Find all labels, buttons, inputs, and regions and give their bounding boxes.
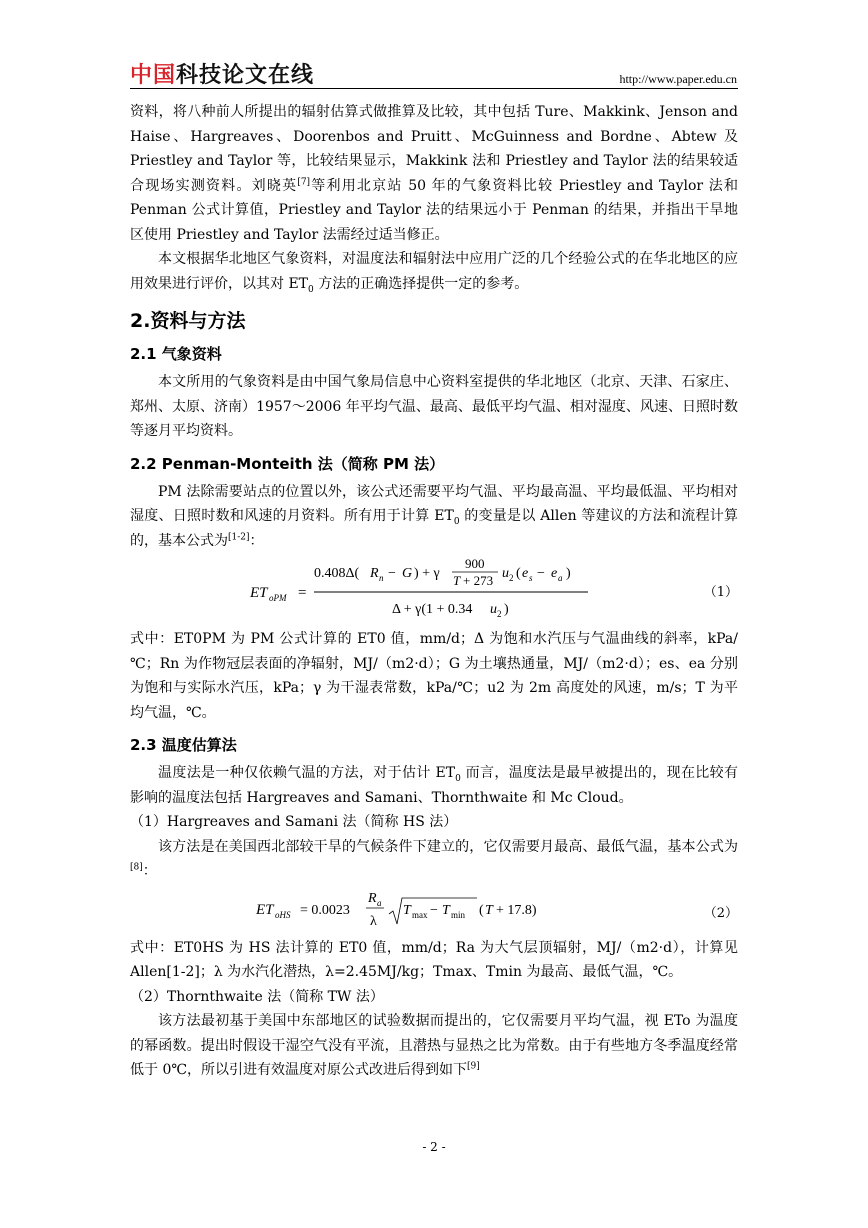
section-title-2: 2.资料与方法 — [130, 310, 246, 332]
svg-text:0.408Δ(: 0.408Δ( — [314, 566, 360, 581]
paragraph-pm: PM 法除需要站点的位置以外，该公式还需要平均气温、平均最高温、平均最低温、平均相对湿度、日照时数和风速的月资料。所有用于计算 $ET_0$ 的变量是以 Allen 等建议的方法和流程计算的，基本公式为[1-2]： — [130, 483, 739, 549]
equation-1-number: （1） — [703, 585, 738, 600]
paragraph-eq1-definitions: 式中：ET0PM 为 PM 公式计算的 ET0 值，mm/d；Δ 为饱和水汽压与气温曲线的斜率，kPa/℃；Rn 为作物冠层表面的净辐射，MJ/（m2·d）；G 为土壤热通量，MJ/（m2·d）；es、ea 分别为饱和与实际水汽压，kPa；γ 为干湿表常数，kPa/℃；u2 为 2m 高度处的风速，m/s；T 为平均气温，℃。 — [130, 631, 738, 721]
svg-text:u: u — [490, 602, 497, 617]
svg-text:=: = — [298, 585, 307, 601]
section-title-2-2: 2.2 Penman-Monteith 法（简称 PM 法） — [130, 454, 445, 473]
svg-text:T: T — [485, 902, 493, 918]
svg-text:a: a — [558, 573, 563, 583]
svg-text:oHS: oHS — [275, 909, 291, 920]
svg-text:): ) — [504, 602, 509, 617]
equation-1 — [130, 555, 738, 625]
subsection-hs-title: （1）Hargreaves and Samani 法（简称 HS 法） — [130, 814, 458, 830]
section-title-2-3: 2.3 温度估算法 — [130, 736, 237, 754]
svg-text:2: 2 — [497, 609, 502, 619]
equation-2-number: （2） — [703, 905, 738, 921]
site-url[interactable]: http://www.paper.edu.cn — [619, 72, 737, 86]
citation[interactable]: [9] — [467, 1061, 480, 1072]
svg-text:max: max — [412, 909, 428, 920]
svg-text:): ) — [566, 566, 571, 581]
svg-text:e: e — [551, 566, 558, 581]
paragraph-hs: 该方法是在美国西北部较干旱的气候条件下建立的，它仅需要月最高、最低气温，基本公式为[8]： — [130, 838, 738, 879]
svg-text:λ: λ — [370, 913, 377, 929]
svg-text:= 0.0023: = 0.0023 — [300, 902, 350, 918]
paragraph-purpose: 本文根据华北地区气象资料，对温度法和辐射法中应用广泛的几个经验公式的在华北地区的应用效果进行评价，以其对 $ET_0$ 方法的正确选择提供一定的参考。 — [130, 251, 738, 295]
svg-text:) + γ: ) + γ — [414, 566, 440, 581]
paragraph-data: 本文所用的气象资料是由中国气象局信息中心资料室提供的华北地区（北京、天津、石家庄、郑州、太原、济南）1957～2006 年平均气温、最高、最低平均气温、相对湿度、风速、日照时数等逐月平均资料。 — [130, 374, 738, 439]
svg-text:900: 900 — [465, 556, 485, 571]
svg-text:Δ + γ(1 + 0.34: Δ + γ(1 + 0.34 — [392, 602, 473, 617]
svg-text:−: − — [430, 902, 438, 918]
equation-2-formula — [130, 886, 738, 934]
paragraph-temperature: 温度法是一种仅依赖气温的方法，对于估计 $ET_0$ 而言，温度法是最早被提出的，现在比较有影响的温度法包括 Hargreaves and Samani、Thornthwaite 和 Mc Cloud。 — [130, 765, 738, 806]
svg-text:ET: ET — [250, 585, 268, 601]
svg-text:T: T — [403, 902, 411, 918]
svg-text:+ 17.8): + 17.8) — [496, 902, 537, 918]
header-divider — [130, 88, 738, 89]
citation[interactable]: [1-2] — [228, 531, 250, 542]
svg-text:u: u — [502, 566, 509, 581]
svg-text:a: a — [377, 897, 382, 908]
svg-text:T: T — [453, 573, 461, 588]
citation[interactable]: [8] — [130, 862, 143, 873]
page-content — [130, 100, 738, 1083]
svg-text:G: G — [402, 566, 413, 581]
subsection-tw-title: （2）Thornthwaite 法（简称 TW 法） — [130, 988, 384, 1005]
svg-text:(: ( — [479, 902, 484, 918]
paragraph-tw: 该方法最初基于美国中东部地区的试验数据而提出的，它仅需要月平均气温，视 ETo 为温度的幂函数。提出时假设干湿空气没有平流，且潜热与显热之比为常数。由于有些地方冬季温度经常低于 0℃，所以引进有效温度对原公式改进后得到如下[9] — [130, 1013, 738, 1078]
equation-2 — [130, 886, 738, 934]
equation-1-formula — [130, 555, 738, 625]
svg-text:−: − — [388, 566, 396, 581]
citation[interactable]: [7] — [297, 176, 311, 187]
svg-text:2: 2 — [509, 573, 514, 583]
svg-text:s: s — [529, 573, 533, 583]
svg-text:T: T — [442, 902, 450, 918]
svg-text:+ 273: + 273 — [463, 573, 494, 588]
svg-text:e: e — [522, 566, 529, 581]
paragraph-intro: 资料，将八种前人所提出的辐射估算式做推算及比较，其中包括 Ture、Makkink、Jenson and Haise、Hargreaves、Doorenbos and Pruitt、McGuinness and Bordne、Abtew 及 Priestley and Taylor 等，比较结果显示，Makkink 法和 Priestley and Taylor 法的结果较适合现场实测资料。刘晓英[7]等利用北京站 50 年的气象资料比较 Priestley and Taylor 法和 Penman 公式计算值，Priestley and Taylor 法的结果远小于 Penman 的结果，并指出干旱地区使用 Priestley and Taylor 法需经过适当修正。 — [130, 104, 738, 243]
site-logo: 中国科技论文在线 — [130, 63, 315, 88]
svg-text:ET: ET — [256, 901, 274, 918]
svg-text:n: n — [379, 573, 384, 583]
svg-text:R: R — [370, 566, 379, 581]
svg-text:(: ( — [516, 566, 521, 581]
svg-text:oPM: oPM — [269, 593, 287, 603]
section-title-2-1: 2.1 气象资料 — [130, 345, 222, 363]
page-number: - 2 - — [422, 1140, 446, 1154]
svg-text:R: R — [368, 890, 377, 906]
svg-text:−: − — [537, 566, 545, 581]
paragraph-eq2-definitions: 式中：ET0HS 为 HS 法计算的 ET0 值，mm/d；Ra 为大气层顶辐射，MJ/（m2·d），计算见 Allen[1-2]；λ 为水汽化潜热，λ=2.45MJ/kg；Tmax、Tmin 为最高、最低气温，℃。 — [130, 939, 738, 980]
svg-text:min: min — [451, 909, 466, 920]
